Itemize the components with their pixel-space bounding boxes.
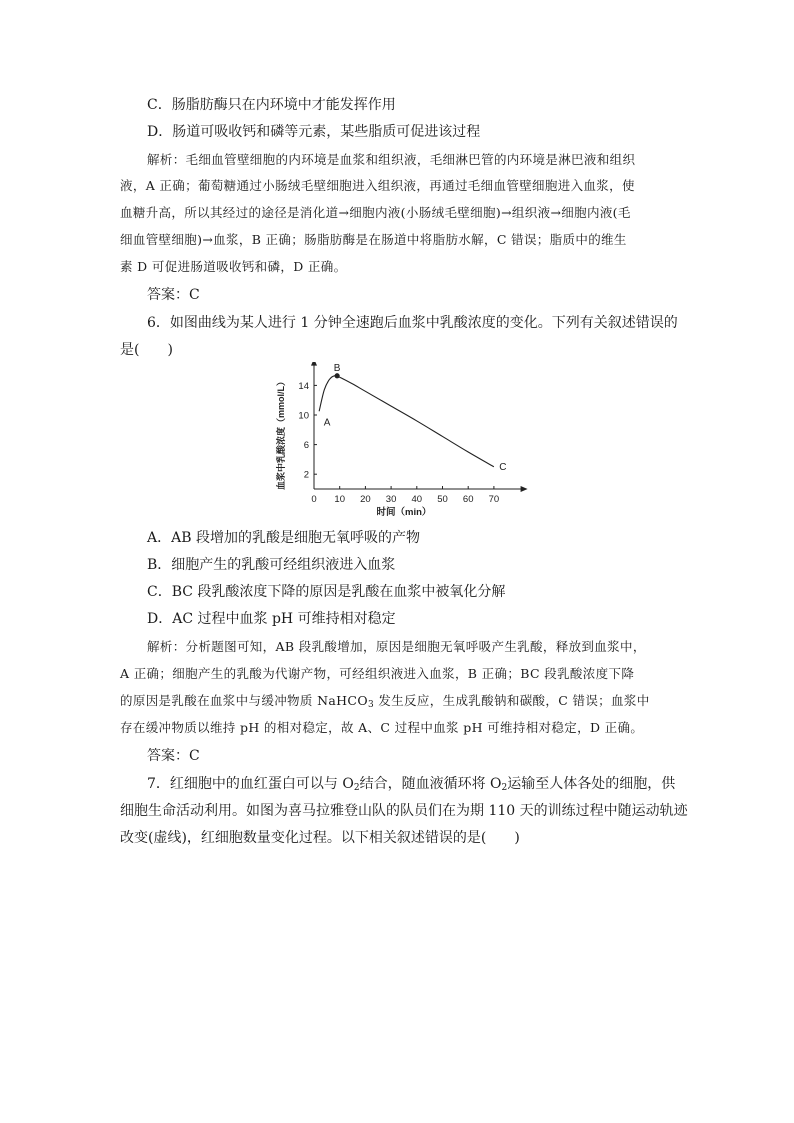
- q6-analysis-line-3b: 发生反应，生成乳酸钠和碳酸，C 错误；血浆中: [378, 693, 650, 708]
- q5-analysis-line-3: 血糖升高，所以其经过的途径是消化道→细胞内液(小肠绒毛壁细胞)→组织液→细胞内液(毛: [120, 205, 631, 220]
- q7-stem-1b: 结合，随血液循环将 O: [359, 776, 502, 792]
- x-tick-label: 20: [360, 494, 371, 505]
- q5-analysis-line-1: 解析：毛细血管壁细胞的内环境是血浆和组织液，毛细淋巴管的内环境是淋巴液和组织: [147, 152, 636, 167]
- y-tick-label: 2: [303, 469, 309, 481]
- q6-option-b: B．细胞产生的乳酸可经组织液进入血浆: [147, 557, 396, 573]
- x-tick-label: 30: [385, 494, 397, 505]
- q6-analysis-line-3a: 的原因是乳酸在血浆中与缓冲物质 NaHCO: [120, 693, 368, 708]
- x-tick-label: 0: [311, 494, 317, 505]
- point-label-b: B: [333, 362, 341, 374]
- q6-answer: 答案：C: [147, 748, 200, 764]
- q6-analysis-line-2: A 正确；细胞产生的乳酸为代谢产物，可经组织液进入血浆，B 正确；BC 段乳酸浓度下降: [120, 666, 635, 681]
- chart-ticks: [298, 381, 499, 505]
- y-axis-arrow: [311, 362, 317, 366]
- q5-option-c: C．肠脂肪酶只在内环境中才能发挥作用: [147, 97, 396, 113]
- x-axis-arrow: [521, 486, 528, 492]
- lactate-curve: [319, 376, 494, 467]
- q6-stem-line-2: 是( ): [120, 342, 173, 358]
- subscript-2b: 2: [501, 783, 508, 793]
- q6-analysis-line-3: [120, 691, 675, 711]
- point-label-c: C: [499, 461, 507, 473]
- x-tick-label: 60: [462, 494, 474, 505]
- lactate-chart: [270, 362, 560, 522]
- q6-analysis-line-1: 解析：分析题图可知，AB 段乳酸增加，原因是细胞无氧呼吸产生乳酸，释放到血浆中，: [147, 639, 646, 654]
- x-axis-label: 时间（min）: [376, 507, 432, 518]
- chart-labels: [275, 377, 431, 518]
- q7-stem-line-1: [147, 774, 675, 794]
- chart-annotations: [324, 363, 507, 473]
- point-label-a: A: [323, 417, 331, 429]
- q6-option-d: D．AC 过程中血浆 pH 可维持相对稳定: [147, 611, 396, 627]
- q6-stem-line-1: 6．如图曲线为某人进行 1 分钟全速跑后血浆中乳酸浓度的变化。下列有关叙述错误的: [147, 315, 678, 331]
- q5-option-d: D．肠道可吸收钙和磷等元素，某些脂质可促进该过程: [147, 124, 481, 140]
- q5-analysis-line-5: 素 D 可促进肠道吸收钙和磷，D 正确。: [120, 259, 347, 274]
- y-tick-label: 10: [298, 410, 309, 422]
- q6-option-a: A．AB 段增加的乳酸是细胞无氧呼吸的产物: [147, 530, 420, 546]
- subscript-2a: 2: [353, 783, 360, 793]
- q7-stem-line-3: 改变(虚线)，红细胞数量变化过程。以下相关叙述错误的是( ): [120, 830, 520, 846]
- q6-analysis-line-4: 存在缓冲物质以维持 pH 的相对稳定，故 A、C 过程中血浆 pH 可维持相对稳定，D 正确。: [120, 720, 644, 735]
- y-tick-label: 6: [303, 440, 309, 452]
- q5-analysis-line-4: 细血管壁细胞)→血浆，B 正确；肠脂肪酶是在肠道中将脂肪水解，C 错误；脂质中的维生: [120, 232, 627, 247]
- q5-analysis-line-2: 液，A 正确；葡萄糖通过小肠绒毛壁细胞进入组织液，再通过毛细血管壁细胞进入血浆，使: [120, 178, 635, 193]
- subscript-3: 3: [367, 700, 375, 710]
- y-axis-label: 血浆中乳酸浓度（mmol/L）: [276, 376, 286, 491]
- point-b-marker: [335, 373, 340, 378]
- q7-stem-line-2: 细胞生命活动利用。如图为喜马拉雅登山队的队员们在为期 110 天的训练过程中随运动轨迹: [120, 803, 688, 819]
- q5-answer: 答案：C: [147, 287, 200, 303]
- x-tick-label: 50: [437, 494, 448, 505]
- q7-stem-1a: 7．红细胞中的血红蛋白可以与 O: [147, 776, 354, 792]
- y-tick-label: 14: [298, 380, 309, 392]
- x-tick-label: 40: [411, 494, 423, 505]
- x-tick-label: 70: [488, 494, 500, 505]
- q7-stem-1c: 运输至人体各处的细胞，供: [507, 776, 676, 792]
- q6-option-c: C．BC 段乳酸浓度下降的原因是乳酸在血浆中被氧化分解: [147, 584, 506, 600]
- chart-axes: [311, 362, 528, 492]
- x-tick-label: 10: [334, 494, 345, 505]
